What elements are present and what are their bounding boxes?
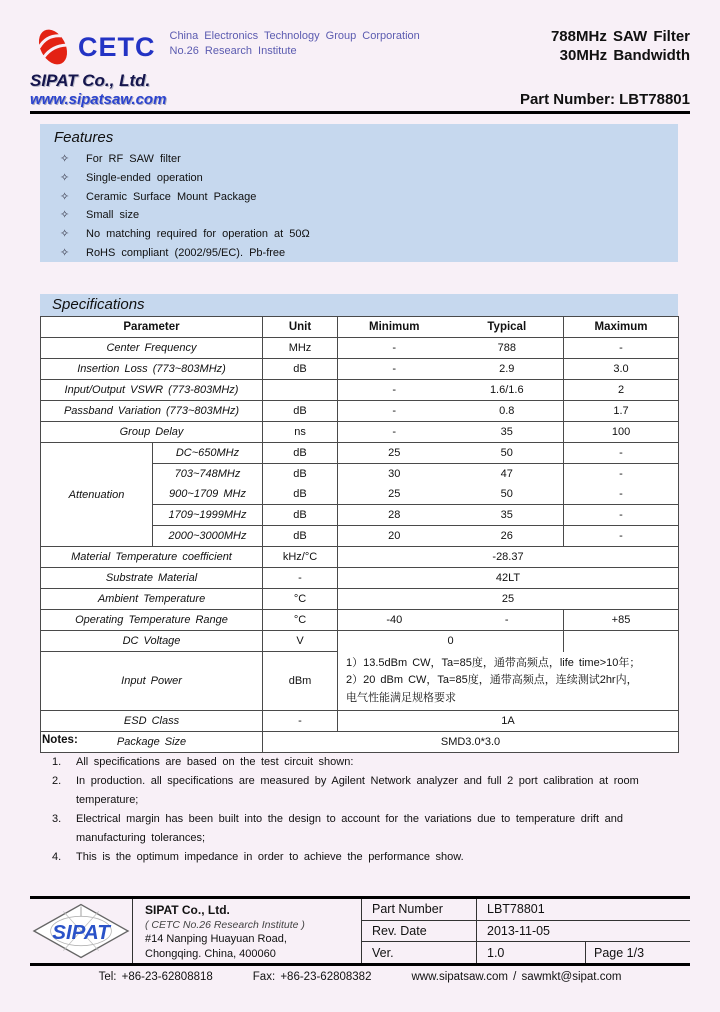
feature-text: For RF SAW filter — [86, 153, 181, 165]
sipat-company-name: SIPAT Co., Ltd. — [30, 71, 151, 90]
sipat-logo-text: SIPAT — [52, 920, 110, 944]
feature-text: Single-ended operation — [86, 171, 203, 184]
cetc-swoosh-icon — [30, 24, 76, 70]
feature-item — [54, 188, 664, 207]
part-number-value: LBT78801 — [476, 899, 690, 920]
notes-label: Notes: — [42, 734, 78, 746]
table-row: Input Power dBm 1）13.5dBm CW，Ta=85度，通带高频点，life time>10年； 2）20 dBm CW，Ta=85度，通带高频点，连续测试2hr内， 电气性能满足规格要求 — [41, 652, 679, 711]
fax-number: Fax: +86-23-62808382 — [252, 971, 372, 983]
table-row: Ambient Temperature °C 25 — [41, 589, 679, 610]
note-item: 1. All specifications are based on the test circuit shown: — [52, 756, 354, 768]
footer-revision-table — [362, 899, 690, 963]
sipat-logo — [30, 899, 133, 963]
footer-block — [30, 896, 690, 966]
diamond-bullet-icon: ✧ — [60, 228, 70, 241]
cetc-logo — [30, 24, 170, 70]
feature-item — [54, 206, 664, 225]
web-email: www.sipatsaw.com / sawmkt@sipat.com — [411, 971, 622, 983]
website-link: www.sipatsaw.com — [30, 91, 167, 108]
table-row: 1709~1999MHz dB 28 35 - — [41, 505, 679, 526]
table-row: 900~1709 MHz dB 25 50 - — [41, 484, 679, 505]
diamond-bullet-icon: ✧ — [60, 246, 70, 259]
table-row: ESD Class - 1A — [41, 711, 679, 732]
table-row: Attenuation DC~650MHz dB 25 50 - — [41, 443, 679, 464]
cetc-logo-text: CETC — [78, 31, 156, 62]
table-row: Material Temperature coefficient kHz/°C -28.37 — [41, 547, 679, 568]
header-rule — [30, 111, 690, 114]
table-row: 2000~3000MHz dB 20 26 - — [41, 526, 679, 547]
table-row: Group Delay ns - 35 100 — [41, 422, 679, 443]
footer-address-line1: #14 Nanping Huayuan Road, — [145, 933, 287, 945]
table-row: Insertion Loss (773~803MHz) dB - 2.9 3.0 — [41, 359, 679, 380]
part-number-title: Part Number: LBT78801 — [519, 91, 690, 108]
diamond-bullet-icon: ✧ — [60, 209, 70, 222]
table-row: Substrate Material - 42LT — [41, 568, 679, 589]
feature-item — [54, 169, 664, 188]
table-row: Package Size SMD3.0*3.0 — [41, 732, 679, 753]
note-item: 3. Electrical margin has been built into the design to account for the variations due to temperature drift and manufacturing tolerances; — [52, 813, 623, 844]
note-item: 2. In production. all specifications are measured by Agilent Network analyzer and full 2 port calibration at room temperature; — [52, 775, 639, 806]
specifications-title: Specifications — [40, 294, 678, 316]
product-title — [551, 24, 690, 65]
header — [30, 24, 690, 114]
page-indicator: Page 1/3 — [585, 942, 690, 963]
footer-address-line2: Chongqing. China, 400060 — [145, 947, 276, 960]
product-bandwidth: 30MHz Bandwidth — [559, 47, 690, 64]
contact-line — [30, 971, 690, 983]
table-row: Operating Temperature Range °C -40 - +85 — [41, 610, 679, 631]
table-header-row — [41, 317, 679, 338]
table-row: Center Frequency MHz - 788 - — [41, 338, 679, 359]
feature-item — [54, 150, 664, 169]
feature-item — [54, 244, 664, 263]
version-value: 1.0 — [476, 942, 585, 963]
feature-item — [54, 225, 664, 244]
input-power-conditions: 1）13.5dBm CW，Ta=85度，通带高频点，life time>10年； 2）20 dBm CW，Ta=85度，通带高频点，连续测试2hr内， 电气性能满足规格要求 — [338, 652, 679, 711]
col-minimum: Minimum — [338, 317, 451, 338]
feature-text: Ceramic Surface Mount Package — [86, 190, 257, 203]
specifications-section — [40, 294, 678, 753]
table-row: Passband Variation (773~803MHz) dB - 0.8 1.7 — [41, 401, 679, 422]
table-row: Part Number LBT78801 — [362, 899, 690, 921]
features-title: Features — [54, 129, 114, 146]
diamond-bullet-icon: ✧ — [60, 153, 70, 165]
feature-text: Small size — [86, 209, 140, 222]
institute-name: No.26 Research Institute — [169, 45, 297, 57]
footer-company-name: SIPAT Co., Ltd. — [145, 903, 230, 917]
table-row: Input/Output VSWR (773-803MHz) - 1.6/1.6 2 — [41, 380, 679, 401]
table-row: DC Voltage V 0 — [41, 631, 679, 652]
col-parameter: Parameter — [41, 317, 263, 338]
col-typical: Typical — [451, 317, 564, 338]
note-item: 4. This is the optimum impedance in order to achieve the performance show. — [52, 851, 464, 863]
rev-date-value: 2013-11-05 — [476, 921, 690, 942]
feature-text: RoHS compliant (2002/95/EC). Pb-free — [86, 246, 286, 259]
notes-section — [42, 734, 686, 867]
table-row: Ver. 1.0 Page 1/3 — [362, 942, 690, 963]
specifications-table — [40, 316, 679, 753]
sipat-diamond-icon — [32, 902, 130, 960]
feature-text: No matching required for operation at 50Ω — [86, 228, 310, 241]
diamond-bullet-icon: ✧ — [60, 171, 70, 184]
table-row: 703~748MHz dB 30 47 - — [41, 464, 679, 485]
table-row: Rev. Date 2013-11-05 — [362, 921, 690, 943]
diamond-bullet-icon: ✧ — [60, 190, 70, 203]
col-maximum: Maximum — [564, 317, 679, 338]
product-frequency: 788MHz SAW Filter — [550, 28, 690, 45]
attenuation-label: Attenuation — [41, 443, 153, 547]
features-panel — [40, 124, 678, 262]
footer-company-info — [133, 899, 362, 963]
company-name: China Electronics Technology Group Corporation — [169, 30, 420, 42]
footer-institute: ( CETC No.26 Research Institute ) — [145, 918, 305, 931]
col-unit: Unit — [263, 317, 338, 338]
tel-number: Tel: +86-23-62808818 — [98, 971, 213, 983]
